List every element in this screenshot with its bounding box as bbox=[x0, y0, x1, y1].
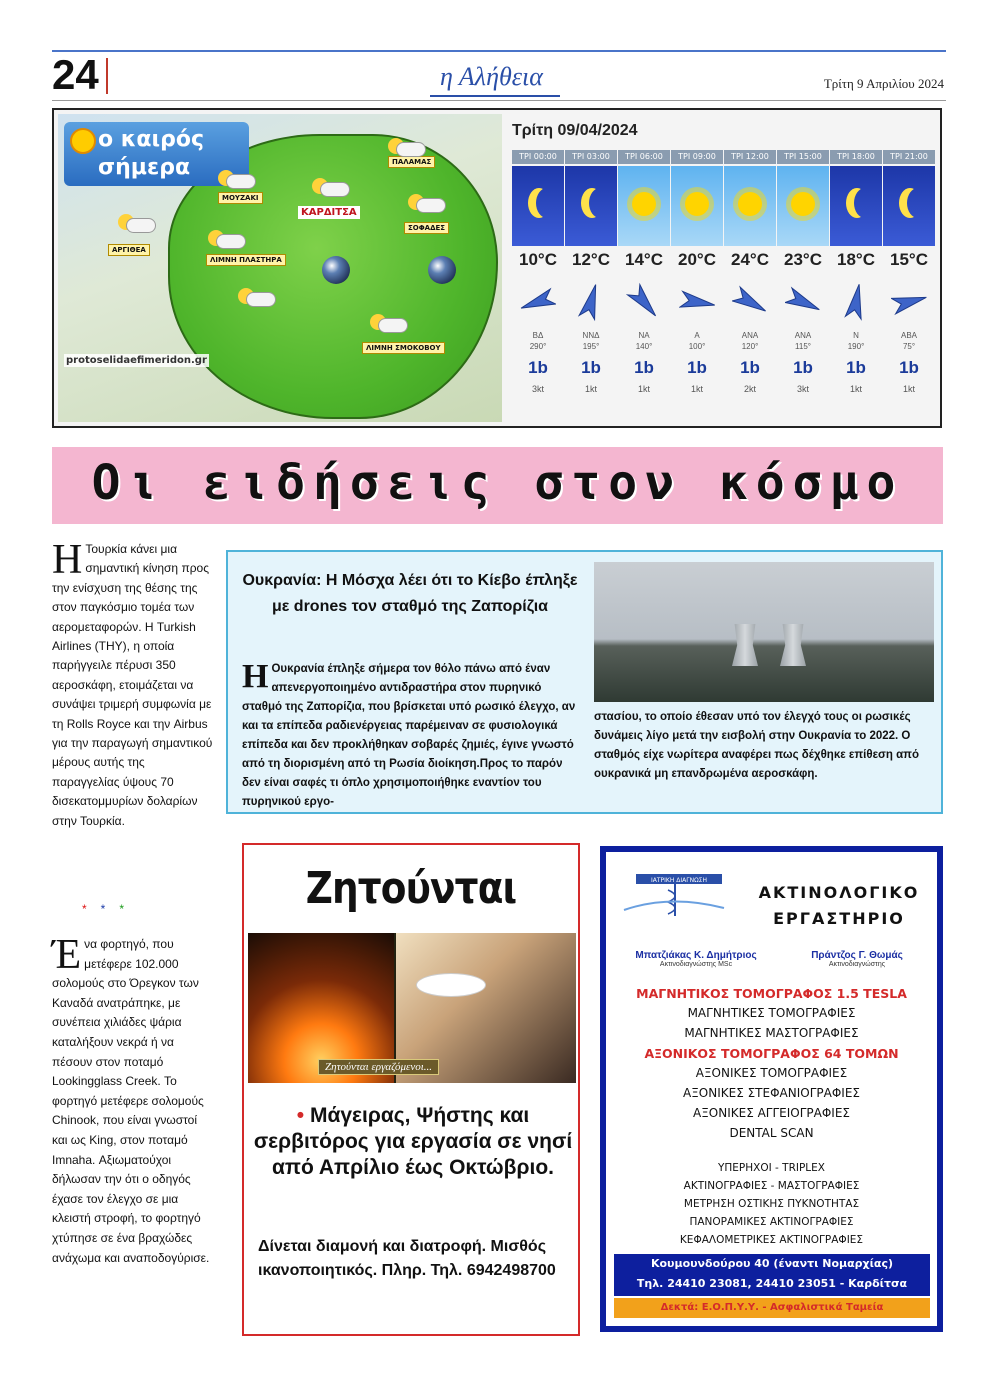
article-body-col-2: στασίου, το οποίο έθεσαν υπό τον έλεγχό τους οι ρωσικές δυνάμεις λίγο μετά την εισβολή στην Ουκρανία το 2022. Ο σταθμός είχε νωρίτερα αναφέρει πως δέχθηκε επίθεση από ουκρανικά μη επανδρωμένα αεροσκάφη. bbox=[594, 711, 920, 780]
brief-text: Τουρκία κάνει μια σημαντική κίνηση προς την ενίσχυση της θέσης της στον παγκόσμιο τομέα των αερομεταφορών. Η Turkish Airlines (THY), η οποία παρήγγειλε πέρυσι 350 αεροσκάφη, ετοιμάζεται να συνάψει τριμερή συμφωνία με τη Rolls Royce και την Airbus για την παραγωγή σημαντικού μέρους αυτής της παραγγελίας ύψους 70 δισεκατομμυρίων δολαρίων στην Τουρκία. bbox=[52, 542, 213, 828]
brief-turkish-airlines bbox=[52, 537, 214, 831]
forecast-temperature: 14°C bbox=[625, 250, 663, 269]
town-label: ΣΟΦΑΔΕΣ bbox=[404, 222, 449, 234]
wind-knots: 1kt bbox=[637, 384, 650, 394]
dropcap: Η bbox=[52, 537, 83, 583]
medical-caduceus-icon bbox=[620, 870, 730, 920]
partly-cloudy-icon bbox=[388, 134, 424, 156]
wind-knots: 3kt bbox=[531, 384, 544, 394]
forecast-time: ΤΡΙ 00:00 bbox=[512, 150, 564, 164]
forecast-temperature: 18°C bbox=[837, 250, 875, 269]
forecast-time: ΤΡΙ 06:00 bbox=[618, 150, 670, 164]
forecast-time: ΤΡΙ 09:00 bbox=[671, 150, 723, 164]
wind-beaufort: 1b bbox=[740, 358, 760, 377]
bullet-icon: • bbox=[296, 1104, 305, 1127]
town-label: ΛΙΜΝΗ ΠΛΑΣΤΗΡΑ bbox=[206, 254, 286, 266]
moon-icon bbox=[907, 188, 929, 218]
wind-beaufort: 1b bbox=[687, 358, 707, 377]
partly-cloudy-icon bbox=[312, 174, 348, 196]
section-banner bbox=[52, 447, 943, 524]
section-title: Οι ειδήσεις στον κόσμο bbox=[91, 455, 904, 511]
service-line: ΑΚΤΙΝΟΓΡΑΦΙΕΣ - ΜΑΣΤΟΓΡΑΦΙΕΣ bbox=[683, 1180, 860, 1192]
sun-icon bbox=[632, 192, 656, 216]
article-text: Ουκρανία έπληξε σήμερα τον θόλο πάνω από έναν απενεργοποιημένο αντιδραστήρα στον πυρηνικό σταθμό της Ζαπορίζια, που βρίσκεται υπό ρωσικό έλεγχο, αν και τα επίπεδα ραδιενέργειας παρέμειναν σε φυσιολογικά επίπεδα και δεν προκλήθηκαν σοβαρές ζημιές, έγινε γνωστό από τη διορισμένη από τη Ρωσία διοίκηση.Προς το παρόν δεν είναι σαφές τι όπλο χρησιμοποιήθηκε εναντίον του πυρηνικού εργο- bbox=[242, 663, 576, 808]
wind-direction: ΑΒΑ 75° bbox=[900, 331, 917, 351]
partly-cloudy-icon bbox=[408, 190, 444, 212]
dropcap: Η bbox=[242, 658, 269, 695]
wind-direction: Ν 190° bbox=[847, 331, 865, 351]
sky-condition bbox=[565, 166, 617, 246]
radiology-ad bbox=[600, 846, 943, 1332]
service-line: ΥΠΕΡΗΧΟΙ - TRIPLEX bbox=[717, 1162, 825, 1174]
wind-direction: Α 100° bbox=[688, 331, 706, 351]
wind-knots: 2kt bbox=[743, 384, 756, 394]
weather-logo-line-2: σήμερα bbox=[98, 155, 191, 180]
brief-salmon-truck bbox=[52, 932, 214, 1268]
lab-heading: ΑΚΤΙΝΟΛΟΓΙΚΟ ΕΡΓΑΣΤΗΡΙΟ bbox=[758, 883, 920, 928]
service-line: ΑΞΟΝΙΚΕΣ ΣΤΕΦΑΝΙΟΓΡΑΦΙΕΣ bbox=[683, 1086, 860, 1100]
service-line: ΠΑΝΟΡΑΜΙΚΕΣ ΑΚΤΙΝΟΓΡΑΦΙΕΣ bbox=[689, 1216, 854, 1228]
service-header-ct: ΑΞΟΝΙΚΟΣ ΤΟΜΟΓΡΑΦΟΣ 64 ΤΟΜΩΝ bbox=[644, 1046, 899, 1061]
partly-cloudy-icon bbox=[370, 310, 406, 332]
sky-condition bbox=[777, 166, 829, 246]
forecast-temperature: 24°C bbox=[731, 250, 769, 269]
newspaper-masthead: η Αλήθεια bbox=[440, 62, 543, 91]
lab-address: Κουμουνδούρου 40 (έναντι Νομαρχίας) Τηλ. 24410 23081, 24410 23051 - Καρδίτσα bbox=[614, 1254, 930, 1296]
wind-knots: 3kt bbox=[796, 384, 809, 394]
forecast-temperature: 15°C bbox=[890, 250, 928, 269]
weather-map bbox=[58, 114, 502, 422]
wind-arrow-icon bbox=[838, 282, 874, 322]
service-line: ΜΑΓΝΗΤΙΚΕΣ ΜΑΣΤΟΓΡΑΦΙΕΣ bbox=[684, 1026, 859, 1040]
forecast-slot bbox=[724, 150, 776, 420]
partly-cloudy-icon bbox=[218, 166, 254, 188]
hourly-forecast bbox=[510, 114, 938, 422]
forecast-time: ΤΡΙ 18:00 bbox=[830, 150, 882, 164]
town-label: ΜΟΥΖΑΚΙ bbox=[218, 192, 263, 204]
wind-beaufort: 1b bbox=[528, 358, 548, 377]
forecast-time: ΤΡΙ 03:00 bbox=[565, 150, 617, 164]
wind-direction: ΒΔ 290° bbox=[529, 331, 547, 351]
photo-caption: Ζητούνται εργαζόμενοι... bbox=[318, 1059, 439, 1075]
ad-title: Ζητούνται bbox=[305, 863, 517, 914]
partly-cloudy-icon bbox=[238, 284, 274, 306]
page-number: 24 bbox=[52, 51, 99, 98]
forecast-slot bbox=[883, 150, 935, 420]
masthead-underline bbox=[430, 95, 560, 97]
wind-beaufort: 1b bbox=[634, 358, 654, 377]
wind-arrow-icon bbox=[891, 282, 927, 322]
wind-beaufort: 1b bbox=[793, 358, 813, 377]
service-header-mri: ΜΑΓΝΗΤΙΚΟΣ ΤΟΜΟΓΡΑΦΟΣ 1.5 TESLA bbox=[636, 986, 907, 1001]
globe-icon bbox=[428, 256, 456, 284]
weather-logo-line-1: ο καιρός bbox=[98, 127, 204, 152]
forecast-slot bbox=[618, 150, 670, 420]
forecast-time: ΤΡΙ 15:00 bbox=[777, 150, 829, 164]
forecast-temperature: 10°C bbox=[519, 250, 557, 269]
forecast-slot bbox=[565, 150, 617, 420]
wind-arrow-icon bbox=[679, 282, 715, 322]
wind-direction: ΝΑ 140° bbox=[635, 331, 653, 351]
partly-cloudy-icon bbox=[118, 210, 154, 232]
forecast-temperature: 23°C bbox=[784, 250, 822, 269]
article-body-col-1 bbox=[242, 660, 580, 812]
emblem-text: ΙΑΤΡΙΚΗ ΔΙΑΓΝΩΣΗ bbox=[651, 877, 707, 884]
service-line: ΜΕΤΡΗΣΗ ΟΣΤΙΚΗΣ ΠΥΚΝΟΤΗΤΑΣ bbox=[683, 1198, 860, 1210]
wind-arrow-icon bbox=[626, 282, 662, 322]
brief-text: να φορτηγό, που μετέφερε 102.000 σολομούς στο Όρεγκον των Καναδά ανατράπηκε, με συνέπεια χιλιάδες ψάρια καταλήξουν νεκρά ή να πέσουν στον ποταμό Lookingglass Creek. Το φορτηγό μετέφερε σολομούς Chinook, που είναι γνωστοί και ως King, στον ποταμό Imnaha. Αξιωματούχοι δήλωσαν την ότι ο οδηγός έχασε τον έλεγχο σε μια κλειστή στροφή, το φορτηγό χτύπησε σε ένα βραχώδες ανάχωμα και αναποδογύρισε. bbox=[52, 937, 210, 1265]
plate bbox=[416, 973, 486, 997]
forecast-temperature: 12°C bbox=[572, 250, 610, 269]
doctor-1: Μπατζιάκας Κ. Δημήτριος Ακτινοδιαγνώστης MSc bbox=[635, 950, 757, 968]
doctor-2: Πράντζος Γ. Θωμάς Ακτινοδιαγνώστης bbox=[811, 950, 903, 968]
sky-condition bbox=[883, 166, 935, 246]
forecast-slot bbox=[512, 150, 564, 420]
nuclear-plant-photo bbox=[594, 562, 934, 702]
service-line: ΑΞΟΝΙΚΕΣ ΑΓΓΕΙΟΓΡΑΦΙΕΣ bbox=[692, 1106, 851, 1120]
job-wanted-ad bbox=[242, 843, 580, 1336]
partly-cloudy-icon bbox=[208, 226, 244, 248]
ad-contact-text: Δίνεται διαμονή και διατροφή. Μισθός ικανοποιητικός. Πληρ. Τηλ. 6942498700 bbox=[258, 1238, 556, 1279]
moon-icon bbox=[589, 188, 611, 218]
town-label: ΛΙΜΝΗ ΣΜΟΚΟΒΟΥ bbox=[362, 342, 445, 354]
sky-condition bbox=[830, 166, 882, 246]
forecast-slot bbox=[777, 150, 829, 420]
wind-arrow-icon bbox=[732, 282, 768, 322]
weather-panel bbox=[52, 108, 942, 428]
accepted-insurance: Δεκτά: Ε.Ο.Π.Υ.Υ. - Ασφαλιστικά Ταμεία bbox=[614, 1298, 930, 1318]
sky-condition bbox=[671, 166, 723, 246]
wind-knots: 1kt bbox=[690, 384, 703, 394]
globe-icon bbox=[322, 256, 350, 284]
service-line: DENTAL SCAN bbox=[729, 1126, 814, 1140]
wind-arrow-icon bbox=[520, 282, 556, 322]
brief-separator: *** bbox=[82, 902, 139, 916]
ad-main-text: • Μάγειρας, Ψήστης και σερβιτόρος για εργασία σε νησί από Απρίλιο έως Οκτώβριο. bbox=[253, 1104, 573, 1179]
forecast-time: ΤΡΙ 21:00 bbox=[883, 150, 935, 164]
forecast-slot bbox=[830, 150, 882, 420]
dropcap: Έ bbox=[52, 932, 82, 978]
wind-direction: ΑΝΑ 115° bbox=[794, 331, 812, 351]
wind-direction: ΑΝΑ 120° bbox=[741, 331, 759, 351]
town-label-capital: ΚΑΡΔΙΤΣΑ bbox=[298, 206, 360, 219]
service-line: ΚΕΦΑΛΟΜΕΤΡΙΚΕΣ ΑΚΤΙΝΟΓΡΑΦΙΕΣ bbox=[679, 1234, 864, 1246]
wind-beaufort: 1b bbox=[846, 358, 866, 377]
sun-icon bbox=[70, 128, 96, 154]
sun-icon bbox=[685, 192, 709, 216]
wind-direction: ΝΝΔ 195° bbox=[582, 331, 600, 351]
kitchen-photo bbox=[248, 933, 576, 1083]
sky-condition bbox=[618, 166, 670, 246]
issue-date: Τρίτη 9 Απριλίου 2024 bbox=[823, 76, 944, 91]
header-bottom-rule bbox=[52, 100, 946, 101]
forecast-time: ΤΡΙ 12:00 bbox=[724, 150, 776, 164]
wind-arrow-icon bbox=[573, 282, 609, 322]
radiology-ad-content bbox=[606, 852, 937, 1326]
sun-icon bbox=[791, 192, 815, 216]
moon-icon bbox=[854, 188, 876, 218]
sky-condition bbox=[724, 166, 776, 246]
header-top-rule bbox=[52, 50, 946, 52]
wind-knots: 1kt bbox=[584, 384, 597, 394]
forecast-slot bbox=[671, 150, 723, 420]
wind-knots: 1kt bbox=[902, 384, 915, 394]
forecast-temperature: 20°C bbox=[678, 250, 716, 269]
forecast-date: Τρίτη 09/04/2024 bbox=[512, 122, 638, 139]
service-line: ΜΑΓΝΗΤΙΚΕΣ ΤΟΜΟΓΡΑΦΙΕΣ bbox=[687, 1006, 856, 1020]
wind-beaufort: 1b bbox=[899, 358, 919, 377]
town-label: ΑΡΓΙΘΕΑ bbox=[108, 244, 150, 256]
wind-arrow-icon bbox=[785, 282, 821, 322]
service-line: ΑΞΟΝΙΚΕΣ ΤΟΜΟΓΡΑΦΙΕΣ bbox=[695, 1066, 848, 1080]
ukraine-article bbox=[226, 550, 943, 814]
cooling-tower bbox=[780, 624, 806, 666]
article-headline: Ουκρανία: Η Μόσχα λέει ότι το Κίεβο έπληξε με drones τον σταθμό της Ζαπορίζια bbox=[242, 572, 578, 615]
sun-icon bbox=[738, 192, 762, 216]
cooling-tower bbox=[732, 624, 758, 666]
sky-condition bbox=[512, 166, 564, 246]
moon-icon bbox=[536, 188, 558, 218]
wind-beaufort: 1b bbox=[581, 358, 601, 377]
source-watermark: protoselidaefimeridon.gr bbox=[66, 355, 207, 366]
town-label: ΠΑΛΑΜΑΣ bbox=[388, 156, 435, 168]
wind-knots: 1kt bbox=[849, 384, 862, 394]
page-number-divider bbox=[106, 58, 108, 94]
